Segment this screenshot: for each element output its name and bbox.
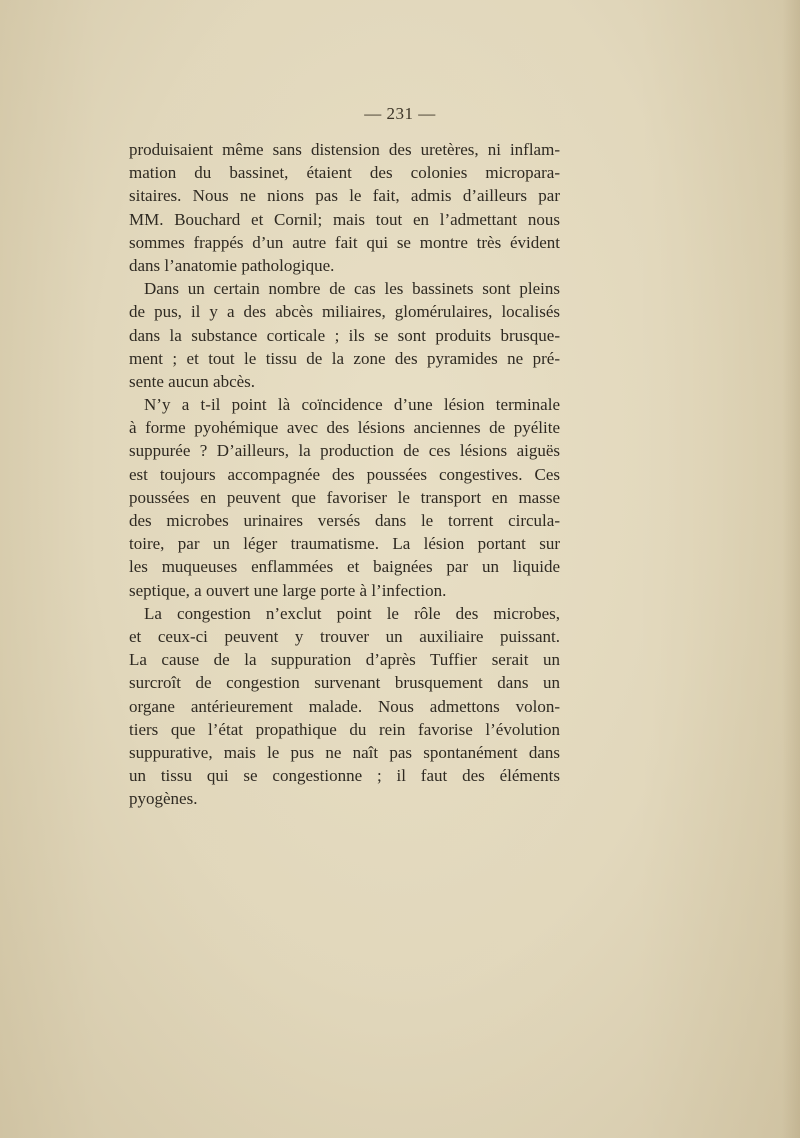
text-line: les muqueuses enflammées et baignées par un liquide (129, 557, 560, 577)
text-line: pyogènes. (129, 789, 198, 809)
text-line: suppurative, mais le pus ne naît pas spontanément dans (129, 742, 560, 762)
body-text (129, 138, 560, 810)
text-line: à forme pyohémique avec des lésions anciennes de pyélite (129, 418, 560, 438)
text-line: surcroît de congestion survenant brusquement dans un (129, 673, 560, 693)
text-line: sommes frappés d’un autre fait qui se montre très évident (129, 232, 560, 252)
page-number: — 231 — (364, 104, 436, 123)
text-line: sente aucun abcès. (129, 371, 256, 391)
text-line: dans l’anatomie pathologique. (129, 255, 335, 275)
text-line: de pus, il y a des abcès miliaires, glomérulaires, localisés (129, 302, 560, 322)
text-line: toire, par un léger traumatisme. La lésion portant sur (129, 534, 560, 554)
text-line: produisaient même sans distension des uretères, ni inflam- (129, 140, 560, 159)
text-line: Dans un certain nombre de cas les bassinets sont pleins (144, 279, 560, 299)
text-line: septique, a ouvert une large porte à l’infection. (129, 580, 447, 600)
text-line: ment ; et tout le tissu de la zone des pyramides ne pré- (129, 348, 560, 368)
page-edge-shadow (782, 0, 800, 1138)
text-line: MM. Bouchard et Cornil; mais tout en l’admettant nous (129, 209, 560, 229)
text-line: dans la substance corticale ; ils se sont produits brusque- (129, 325, 560, 345)
text-line: des microbes urinaires versés dans le torrent circula- (129, 511, 560, 530)
text-line: poussées en peuvent que favoriser le transport en masse (129, 487, 560, 507)
text-line: La cause de la suppuration d’après Tuffier serait un (129, 650, 560, 670)
text-line: La congestion n’exclut point le rôle des microbes, (144, 603, 560, 623)
text-line: N’y a t-il point là coïncidence d’une lésion terminale (144, 395, 560, 415)
text-line: sitaires. Nous ne nions pas le fait, admis d’ailleurs par (129, 186, 560, 206)
text-line: est toujours accompagnée des poussées congestives. Ces (129, 464, 560, 484)
text-line: organe antérieurement malade. Nous admettons volon- (129, 696, 560, 716)
text-line: et ceux-ci peuvent y trouver un auxiliaire puissant. (129, 626, 560, 646)
text-line: tiers que l’état propathique du rein favorise l’évolution (129, 719, 560, 739)
text-line: suppurée ? D’ailleurs, la production de ces lésions aiguës (129, 441, 560, 461)
text-line: mation du bassinet, étaient des colonies micropara- (129, 163, 560, 183)
text-line: un tissu qui se congestionne ; il faut des éléments (129, 766, 560, 786)
